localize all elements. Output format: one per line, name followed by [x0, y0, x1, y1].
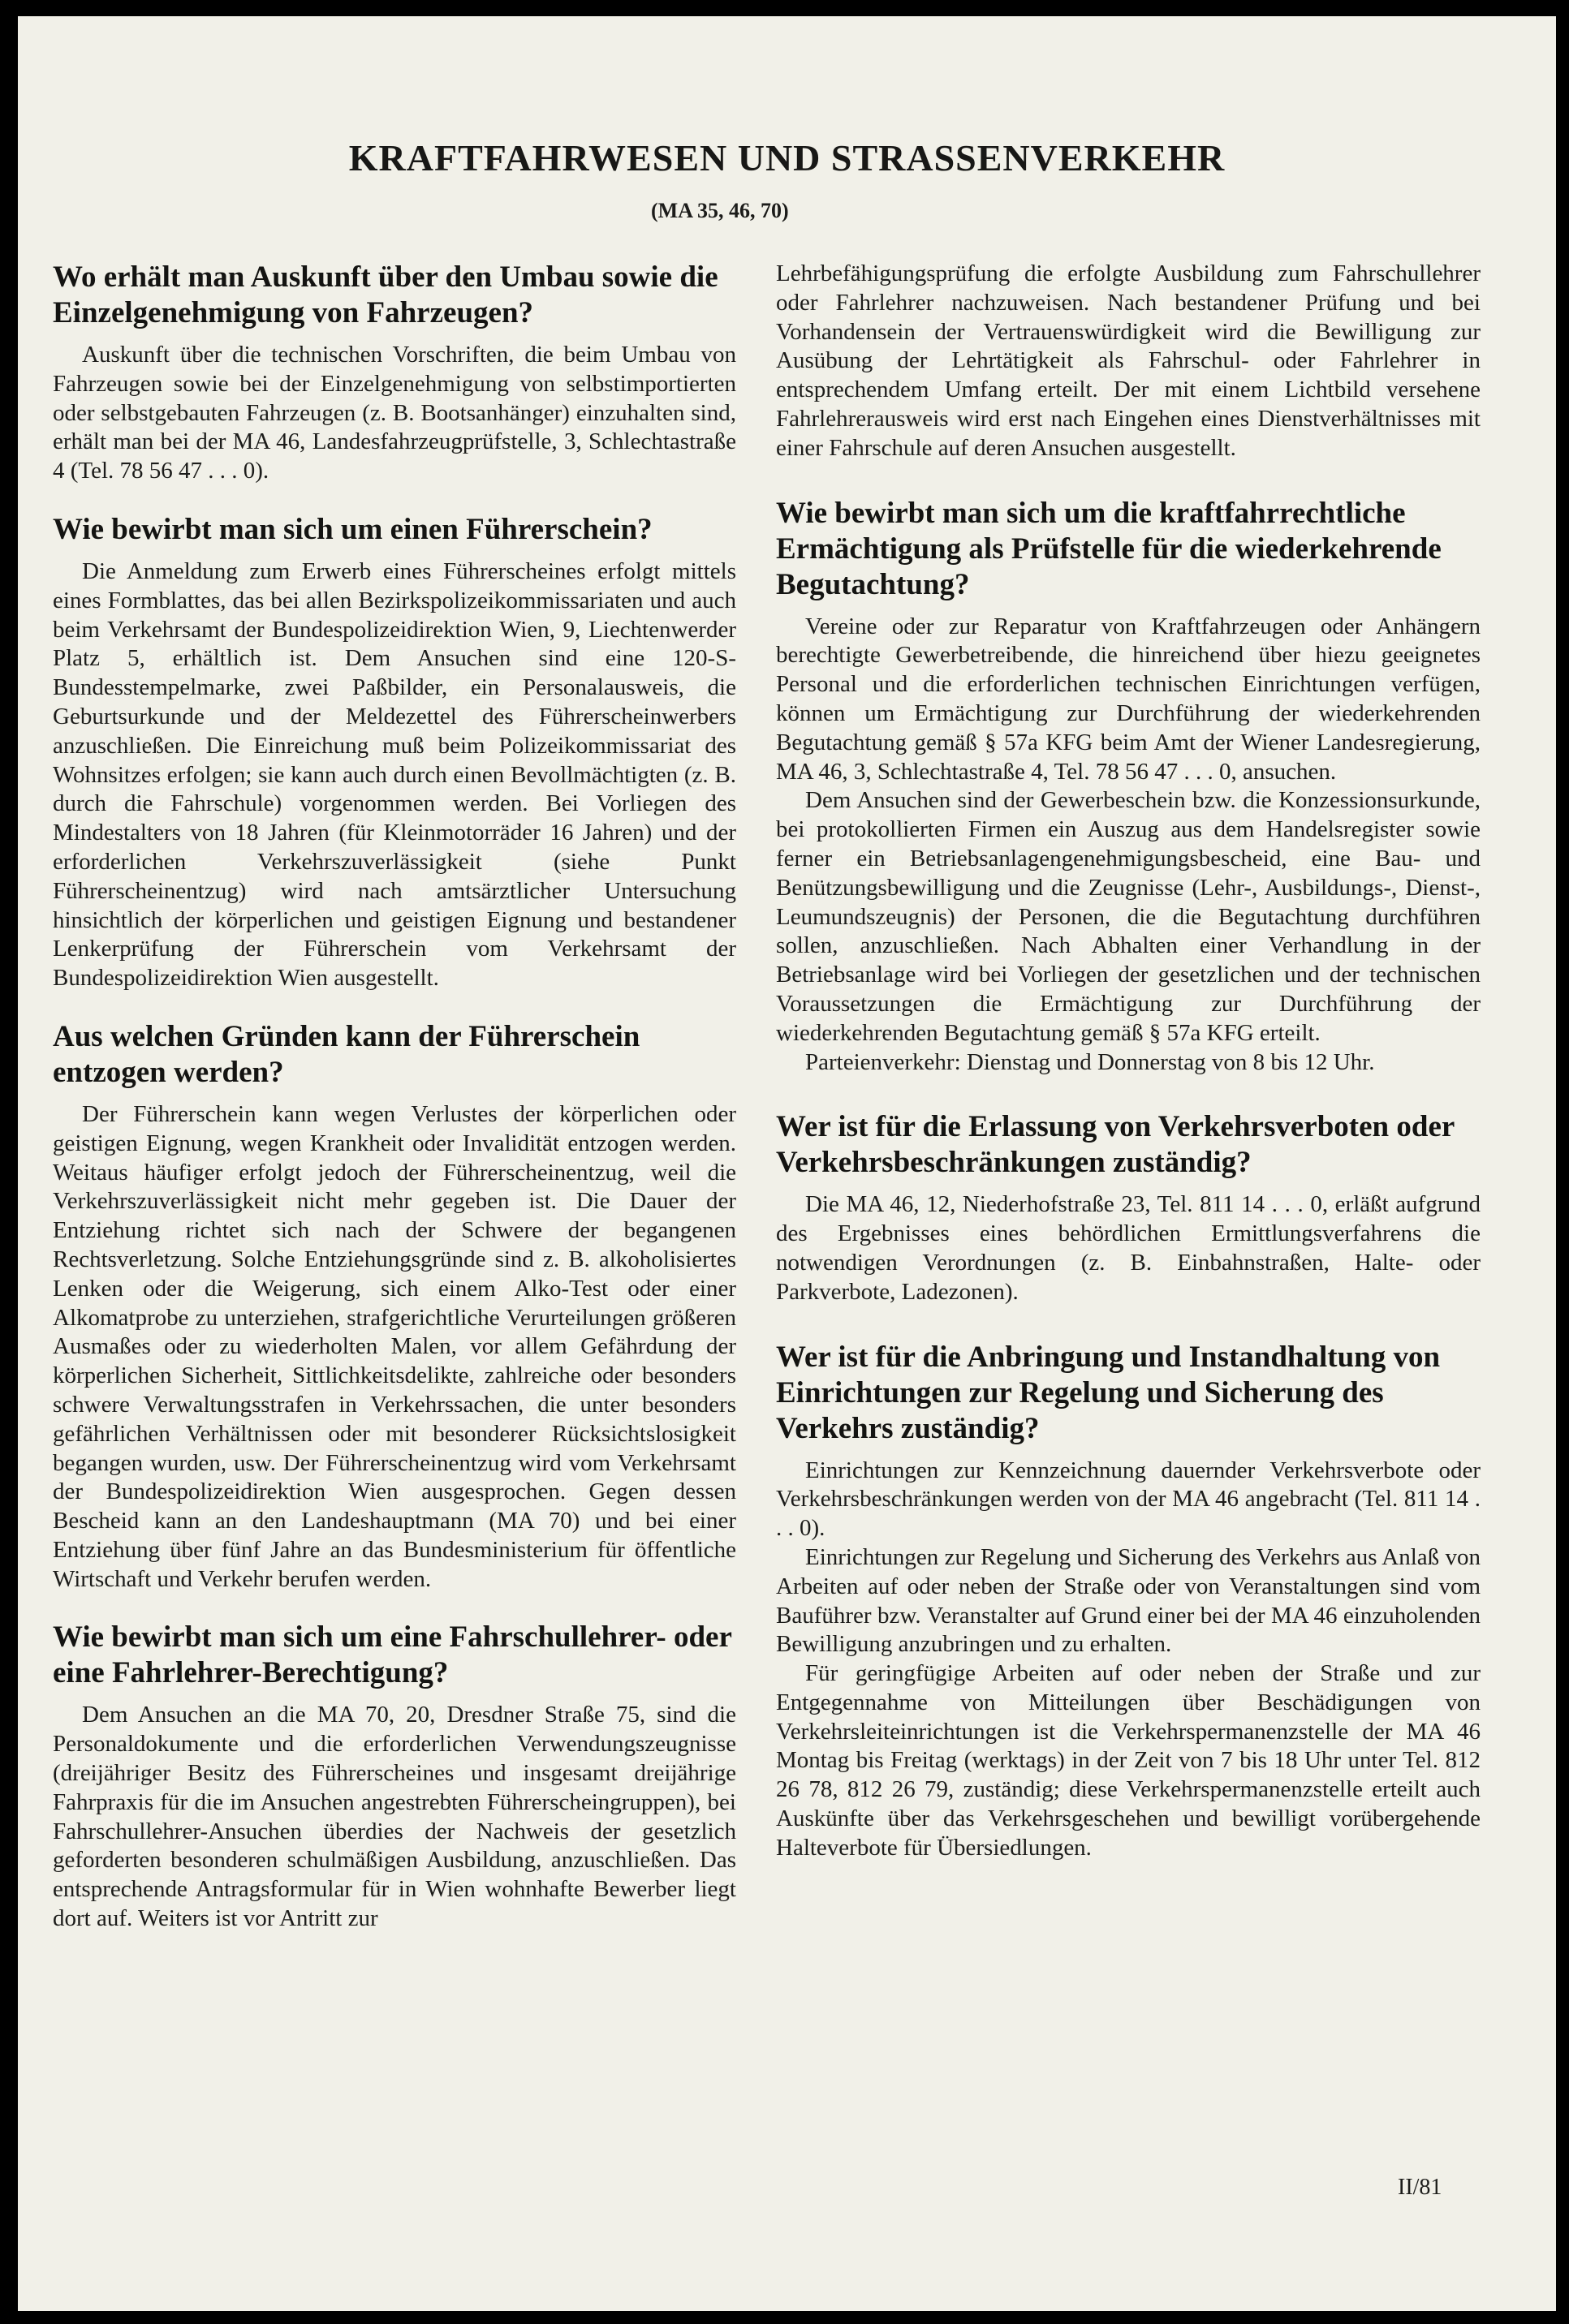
- left-column: [53, 260, 736, 1966]
- section-paragraph: Lehrbefähigungsprüfung die erfolgte Ausbildung zum Fahrschullehrer oder Fahrlehrer nachzuweisen. Nach bestandener Prüfung und bei Vorhandensein der Vertrauenswürdigkeit wird die Bewilligung zur Ausübung der Lehrtätigkeit als Fahrschul- oder Fahrlehrer in entsprechendem Umfang erteilt. Der mit einem Lichtbild versehene Fahrlehrerausweis wird erst nach Eingehen eines Dienstverhältnisses mit einer Fahrschule auf deren Ansuchen ausgestellt.: [776, 260, 1481, 461]
- section-paragraph: Vereine oder zur Reparatur von Kraftfahrzeugen oder Anhängern berechtigte Gewerbetreibende, die hinreichend über hiezu geeignetes Personal und die erforderlichen technischen Einrichtungen verfügen, können um Ermächtigung zur Durchführung der wiederkehrenden Begutachtung gemäß § 57a KFG beim Amt der Wiener Landesregierung, MA 46, 3, Schlechtastraße 4, Tel. 78 56 47 . . . 0, ansuchen.: [776, 613, 1481, 785]
- section-umbau: [53, 260, 736, 486]
- section-heading: Wie bewirbt man sich um einen Führerschein?: [53, 512, 653, 546]
- section-heading: Wer ist für die Erlassung von Verkehrsverboten oder Verkehrsbeschränkungen zuständig?: [776, 1110, 1455, 1180]
- section-entzug: [53, 1019, 736, 1595]
- section-paragraph: Die Anmeldung zum Erwerb eines Führerscheines erfolgt mittels eines Formblattes, das bei allen Bezirkspolizeikommissariaten und auch beim Verkehrsamt der Bundespolizeidirektion Wien, 9, Liechtenwerder Platz 5, erhältlich ist. Dem Ansuchen sind eine 120-S-Bundesstempelmarke, zwei Paßbilder, ein Personalausweis, die Geburtsurkunde und der Meldezettel des Führerscheinwerbers anzuschließen. Die Einreichung muß beim Polizeikommissariat des Wohnsitzes erfolgen; sie kann auch durch einen Bevollmächtigten (z. B. durch die Fahrschule) vorgenommen werden. Bei Vorliegen des Mindestalters von 18 Jahren (für Kleinmotorräder 16 Jahren) und der erforderlichen Verkehrszuverlässigkeit (siehe Punkt Führerscheinentzug) wird nach amtsärztlicher Untersuchung hinsichtlich der körperlichen und geistigen Eignung und bestandener Lenkerprüfung der Führerschein vom Verkehrsamt der Bundespolizeidirektion Wien ausgestellt.: [53, 557, 736, 992]
- section-heading: Aus welchen Gründen kann der Führerschein entzogen werden?: [53, 1019, 640, 1089]
- section-paragraph: Der Führerschein kann wegen Verlustes der körperlichen oder geistigen Eignung, wegen Krankheit oder Invalidität entzogen werden. Weitaus häufiger erfolgt jedoch der Führerscheinentzug, weil die Verkehrszuverlässigkeit nicht mehr gegeben ist. Die Dauer der Entziehung richtet sich nach der Schwere der begangenen Rechtsverletzung. Solche Entziehungsgründe sind z. B. alkoholisiertes Lenken oder die Weigerung, sich einem Alko-Test oder einer Alkomatprobe zu unterziehen, strafgerichtliche Verurteilungen größeren Ausmaßes oder zu wiederholten Malen, vor allem Gefährdung der körperlichen Sicherheit, Sittlichkeitsdelikte, zahlreiche oder besonders schwere Verwaltungsstrafen in Verkehrssachen, die unter besonders gefährlichen Verhältnissen oder mit besonderer Rücksichtslosigkeit begangen wurden, usw. Der Führerscheinentzug wird vom Verkehrsamt der Bundespolizeidirektion Wien ausgesprochen. Gegen dessen Bescheid kann an den Landeshauptmann (MA 70) und bei einer Entziehung über fünf Jahre an das Bundesministerium für öffentliche Wirtschaft und Verkehr berufen werden.: [53, 1100, 736, 1592]
- right-column: [776, 260, 1481, 1896]
- page-subtitle: (MA 35, 46, 70): [651, 199, 789, 222]
- section-paragraph: Die MA 46, 12, Niederhofstraße 23, Tel. 811 14 . . . 0, erläßt aufgrund des Ergebnisses eines behördlichen Ermittlungsverfahrens die notwendigen Verordnungen (z. B. Einbahnstraßen, Halte- oder Parkverbote, Ladezonen).: [776, 1191, 1481, 1305]
- section-paragraph: Einrichtungen zur Kennzeichnung dauernder Verkehrsverbote oder Verkehrsbeschränkungen werden von der MA 46 angebracht (Tel. 811 14 . . . 0).: [776, 1457, 1481, 1542]
- section-paragraph: Einrichtungen zur Regelung und Sicherung des Verkehrs aus Anlaß von Arbeiten auf oder neben der Straße oder von Veranstaltungen sind vom Bauführer bzw. Veranstalter auf Grund einer bei der MA 46 einzuholenden Bewilligung anzubringen und zu erhalten.: [776, 1543, 1481, 1658]
- section-heading: Wie bewirbt man sich um die kraftfahrrechtliche Ermächtigung als Prüfstelle für die wiederkehrende Begutachtung?: [776, 496, 1442, 601]
- section-heading: Wo erhält man Auskunft über den Umbau sowie die Einzelgenehmigung von Fahrzeugen?: [53, 260, 718, 329]
- section-heading: Wie bewirbt man sich um eine Fahrschullehrer- oder eine Fahrlehrer-Berechtigung?: [53, 1620, 732, 1690]
- page-title: KRAFTFAHRWESEN UND STRASSENVERKEHR: [348, 137, 1226, 179]
- section-paragraph: Auskunft über die technischen Vorschriften, die beim Umbau von Fahrzeugen sowie bei der Einzelgenehmigung von selbstimportierten oder selbstgebauten Fahrzeugen (z. B. Bootsanhänger) einzuhalten sind, erhält man bei der MA 46, Landesfahrzeugprüfstelle, 3, Schlechtastraße 4 (Tel. 78 56 47 . . . 0).: [53, 342, 736, 484]
- section-paragraph: Für geringfügige Arbeiten auf oder neben der Straße und zur Entgegennahme von Mitteilungen über Beschädigungen von Verkehrsleiteinrichtungen ist die Verkehrspermanenzstelle der MA 46 Montag bis Freitag (werktags) in der Zeit von 7 bis 18 Uhr unter Tel. 812 26 78, 812 26 79, zuständig; diese Verkehrspermanenzstelle erteilt auch Auskünfte über das Verkehrsgeschehen und bewilligt vorübergehende Halteverbote für Übersiedlungen.: [776, 1660, 1481, 1861]
- section-heading: Wer ist für die Anbringung und Instandhaltung von Einrichtungen zur Regelung und Sicherung des Verkehrs zuständig?: [776, 1340, 1441, 1445]
- section-paragraph: Dem Ansuchen an die MA 70, 20, Dresdner Straße 75, sind die Personaldokumente und die erforderlichen Verwendungszeugnisse (dreijähriger Besitz des Führerscheines und insgesamt dreijährige Fahrpraxis für die im Ansuchen angestrebten Führerscheingruppen), bei Fahrschullehrer-Ansuchen überdies der Nachweis der gesetzlich geforderten besonderen schulmäßigen Ausbildung, anzuschließen. Das entsprechende Antragsformular für in Wien wohnhafte Bewerber liegt dort auf. Weiters ist vor Antritt zur: [53, 1702, 736, 1932]
- section-paragraph: Dem Ansuchen sind der Gewerbeschein bzw. die Konzessionsurkunde, bei protokollierten Firmen ein Auszug aus dem Handelsregister sowie ferner ein Betriebsanlagengenehmigungsbescheid, eine Bau- und Benützungsbewilligung und die Zeugnisse (Lehr-, Ausbildungs-, Dienst-, Leumundszeugnis) der Personen, die die Begutachtung durchführen sollen, anzuschließen. Nach Abhalten einer Verhandlung in der Betriebsanlage wird bei Vorliegen der gesetzlichen und der technischen Voraussetzungen die Ermächtigung zur Durchführung der wiederkehrenden Begutachtung gemäß § 57a KFG erteilt.: [776, 787, 1481, 1046]
- section-fahrlehrer: [53, 1620, 736, 1933]
- page-number: II/81: [1398, 2175, 1442, 2200]
- section-paragraph: Parteienverkehr: Dienstag und Donnerstag von 8 bis 12 Uhr.: [805, 1048, 1375, 1075]
- section-pruefstelle: [776, 496, 1481, 1078]
- document-page: [18, 16, 1556, 2311]
- section-verkehrsverbote: [776, 1109, 1481, 1306]
- section-fahrlehrer-continued: [776, 260, 1481, 463]
- section-einrichtungen: [776, 1340, 1481, 1863]
- section-fuehrerschein: [53, 512, 736, 993]
